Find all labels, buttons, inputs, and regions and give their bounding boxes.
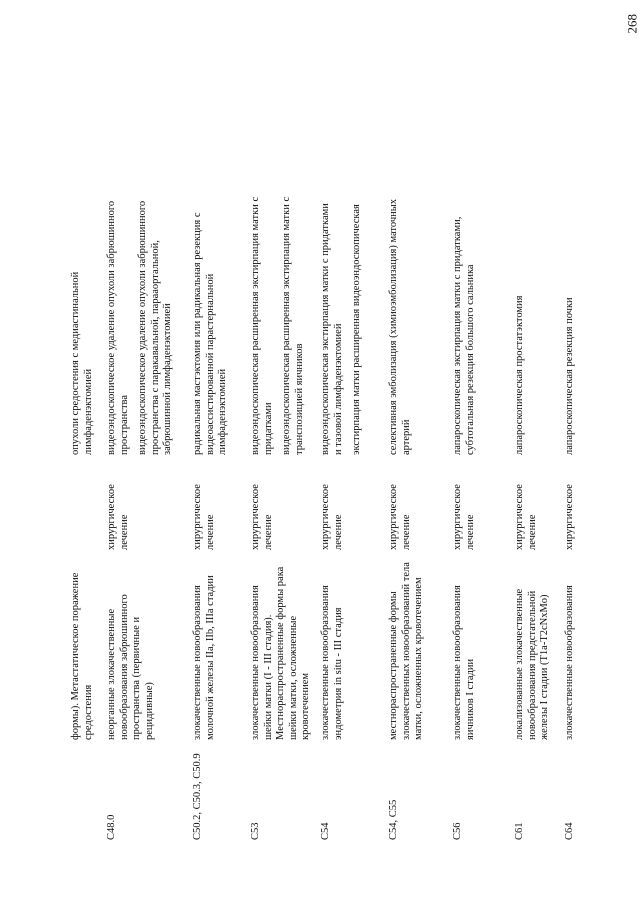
icd-code: C54, C55: [388, 799, 399, 840]
page-number: 268: [624, 14, 639, 34]
icd-code: C56: [452, 822, 463, 840]
diagnosis-text: злокачественные новообразования эндометрия in situ - III стадия: [320, 585, 344, 740]
diagnosis-cell: [192, 560, 223, 740]
diagnosis-text: неорганные злокачественные новообразования забрюшинного пространства (первичные и рецидивные): [106, 594, 155, 740]
diagnosis-text: формы). Метастатическое поражение средостения: [70, 572, 94, 740]
method-cell: [70, 195, 101, 455]
icd-code: C64: [564, 822, 575, 840]
treatment-cell: хирургическое лечение: [250, 484, 274, 550]
diagnosis-cell: [388, 560, 432, 740]
diagnosis-text: злокачественные новообразования: [564, 585, 575, 740]
method-cell: [250, 195, 312, 455]
method-cell: [320, 195, 370, 455]
method-text: лапароскопическая экстирпация матки с придатками, субтотальная резекция большого сальника: [452, 216, 476, 455]
treatment-cell: хирургическое лечение: [192, 484, 216, 550]
method-text: опухоли средостения с медиастинальной лимфаденэктомией: [70, 271, 94, 455]
icd-code: C50.2, C50.3, C50.9: [192, 753, 203, 840]
method-text: видеоэндоскопическое удаление опухоли забрюшинного пространства с паракавальной, парааортальной, забрюшинной лимфаденэктомией: [137, 200, 173, 455]
icd-code: C53: [250, 822, 261, 840]
diagnosis-cell: [106, 560, 162, 740]
icd-code: C48.0: [106, 814, 117, 840]
method-text: видеоэндоскопическая расширенная экстирпация матки с придатками: [250, 196, 274, 455]
diagnosis-text: злокачественные новообразования шейки матки (I - III стадия). Местнораспространенные формы рака шейки матки, осложненные кровотечением: [250, 566, 311, 740]
method-text: видеоэндоскопическая расширенная экстирпация матки с транспозицией яичников: [281, 196, 305, 455]
treatment-cell: хирургическое лечение: [106, 484, 130, 550]
method-text: видеоэндоскопическое удаление опухоли забрюшинного пространства: [106, 200, 130, 455]
method-cell: [564, 195, 583, 455]
diagnosis-cell: [452, 560, 483, 740]
diagnosis-text: локализованные злокачественные новообразования предстательной железы I стадии (T1a-T2cNxMo): [514, 588, 550, 740]
method-text: радикальная мастэктомия или радикальная резекция с видеоассистированной парастернальной лимфаденэктомией: [192, 212, 228, 455]
method-text: экстирпация матки расширенная видеоэндоскопическая: [351, 204, 362, 455]
diagnosis-text: злокачественные новообразования яичников I стадии: [452, 585, 476, 740]
method-text: видеоэндоскопическая экстирпация матки с придатками и тазовой лимфаденэктомией: [320, 203, 344, 455]
treatment-cell: хирургическое лечение: [514, 484, 538, 550]
method-cell: [514, 195, 533, 455]
diagnosis-cell: [320, 560, 351, 740]
diagnosis-text: злокачественные новообразования молочной железы IIa, IIb, IIIa стадии: [192, 575, 216, 740]
treatment-cell: хирургическое лечение: [452, 484, 476, 550]
diagnosis-text: местнораспространенные формы злокачественных новообразований тела матки, осложненных кровотечением: [388, 562, 424, 740]
method-text: селективная эмболизация (химиоэмболизация) маточных артерий: [388, 198, 412, 455]
method-cell: [192, 195, 236, 455]
icd-code: C54: [320, 822, 331, 840]
diagnosis-cell: [70, 560, 101, 740]
treatment-cell: хирургическое лечение: [320, 484, 344, 550]
icd-code: C61: [514, 822, 525, 840]
method-cell: [452, 195, 483, 455]
method-cell: [106, 195, 181, 455]
diagnosis-cell: [514, 560, 558, 740]
diagnosis-cell: [564, 560, 583, 740]
method-text: лапароскопическая простатэктомия: [514, 295, 525, 455]
treatment-cell: хирургическое лечение: [388, 484, 412, 550]
method-text: лапароскопическая резекция почки: [564, 297, 575, 455]
treatment-cell: хирургическое: [564, 484, 575, 550]
method-cell: [388, 195, 419, 455]
rotated-table: [70, 80, 600, 840]
diagnosis-cell: [250, 560, 319, 740]
